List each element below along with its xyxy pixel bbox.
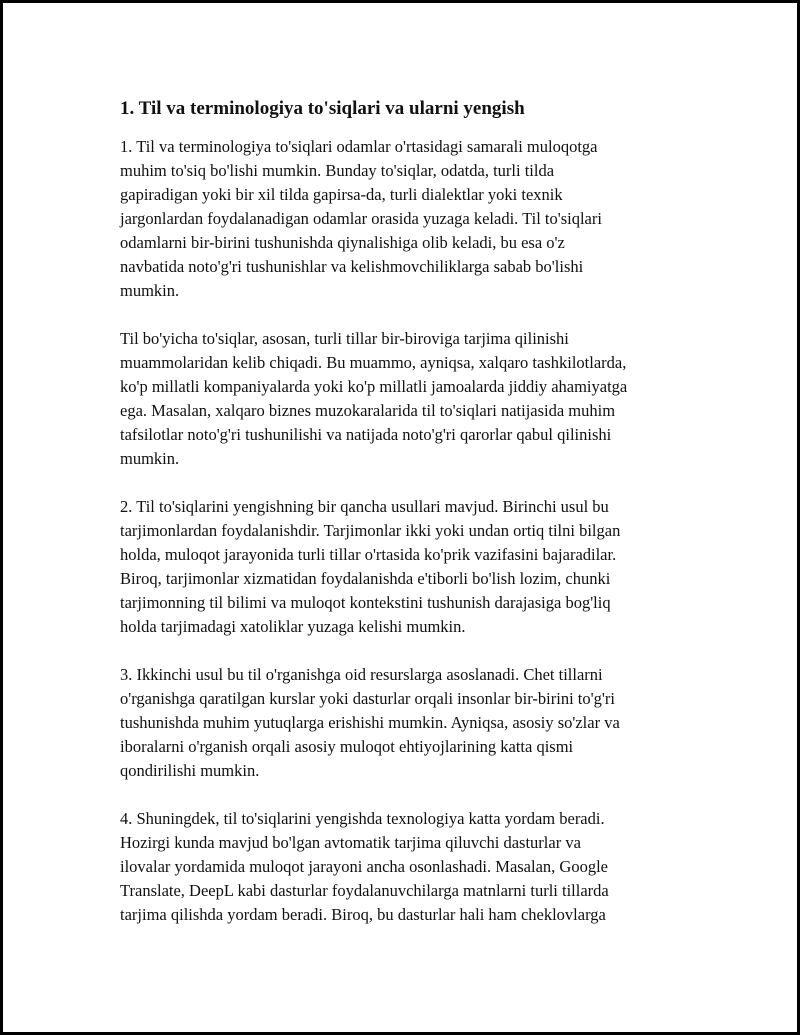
paragraph-line: holda tarjimadagi xatoliklar yuzaga kelishi mumkin. — [120, 617, 466, 636]
paragraph-line: qondirilishi mumkin. — [120, 761, 260, 780]
paragraph-line: ilovalar yordamida muloqot jarayoni ancha osonlashadi. Masalan, Google — [120, 857, 608, 876]
paragraph-line: Hozirgi kunda mavjud bo'lgan avtomatik tarjima qiluvchi dasturlar va — [120, 833, 581, 852]
paragraph-line: 2. Til to'siqlarini yengishning bir qancha usullari mavjud. Birinchi usul bu — [120, 497, 609, 516]
paragraph-line: o'rganishga qaratilgan kurslar yoki dasturlar orqali insonlar bir-birini to'g'ri — [120, 689, 615, 708]
paragraph-line: muammolaridan kelib chiqadi. Bu muammo, ayniqsa, xalqaro tashkilotlarda, — [120, 353, 627, 372]
paragraph-line: 3. Ikkinchi usul bu til o'rganishga oid resurslarga asoslanadi. Chet tillarni — [120, 665, 603, 684]
paragraph-line: muhim to'siq bo'lishi mumkin. Bunday to'siqlar, odatda, turli tilda — [120, 161, 555, 180]
paragraph-line: iboralarni o'rganish orqali asosiy muloqot ehtiyojlarining katta qismi — [120, 737, 574, 756]
document-body — [120, 96, 700, 951]
paragraph-line: ko'p millatli kompaniyalarda yoki ko'p millatli jamoalarda jiddiy ahamiyatga — [120, 377, 628, 396]
paragraph-line: mumkin. — [120, 281, 180, 300]
paragraph-line: tarjima qilishda yordam beradi. Biroq, bu dasturlar hali ham cheklovlarga — [120, 905, 606, 924]
paragraph-translation-problems — [120, 327, 700, 471]
paragraph-line: odamlarni bir-birini tushunishda qiynalishiga olib keladi, bu esa o'z — [120, 233, 565, 252]
paragraph-line: 1. Til va terminologiya to'siqlari odamlar o'rtasidagi samarali muloqotga — [120, 137, 598, 156]
paragraph-line: 4. Shuningdek, til to'siqlarini yengishda texnologiya katta yordam beradi. — [120, 809, 605, 828]
paragraph-intro — [120, 135, 700, 303]
paragraph-translators — [120, 495, 700, 639]
paragraph-line: mumkin. — [120, 449, 180, 468]
paragraph-line: tarjimonning til bilimi va muloqot kontekstini tushunish darajasiga bog'liq — [120, 593, 611, 612]
paragraph-line: tarjimonlardan foydalanishdir. Tarjimonlar ikki yoki undan ortiq tilni bilgan — [120, 521, 621, 540]
paragraph-language-learning — [120, 663, 700, 783]
paragraph-line: tafsilotlar noto'g'ri tushunilishi va natijada noto'g'ri qarorlar qabul qilinishi — [120, 425, 612, 444]
paragraph-line: ega. Masalan, xalqaro biznes muzokaralarida til to'siqlari natijasida muhim — [120, 401, 616, 420]
paragraph-line: Biroq, tarjimonlar xizmatidan foydalanishda e'tiborli bo'lish lozim, chunki — [120, 569, 611, 588]
paragraph-technology — [120, 807, 700, 927]
paragraph-line: Til bo'yicha to'siqlar, asosan, turli tillar bir-biroviga tarjima qilinishi — [120, 329, 569, 348]
section-heading: 1. Til va terminologiya to'siqlari va ularni yengish — [120, 98, 525, 119]
paragraph-line: Translate, DeepL kabi dasturlar foydalanuvchilarga matnlarni turli tillarda — [120, 881, 609, 900]
paragraph-line: jargonlardan foydalanadigan odamlar orasida yuzaga keladi. Til to'siqlari — [120, 209, 602, 228]
paragraph-line: navbatida noto'g'ri tushunishlar va kelishmovchiliklarga sabab bo'lishi — [120, 257, 584, 276]
paragraph-line: gapiradigan yoki bir xil tilda gapirsa-da, turli dialektlar yoki texnik — [120, 185, 563, 204]
paragraph-line: holda, muloqot jarayonida turli tillar o'rtasida ko'prik vazifasini bajaradilar. — [120, 545, 617, 564]
paragraph-line: tushunishda muhim yutuqlarga erishishi mumkin. Ayniqsa, asosiy so'zlar va — [120, 713, 620, 732]
